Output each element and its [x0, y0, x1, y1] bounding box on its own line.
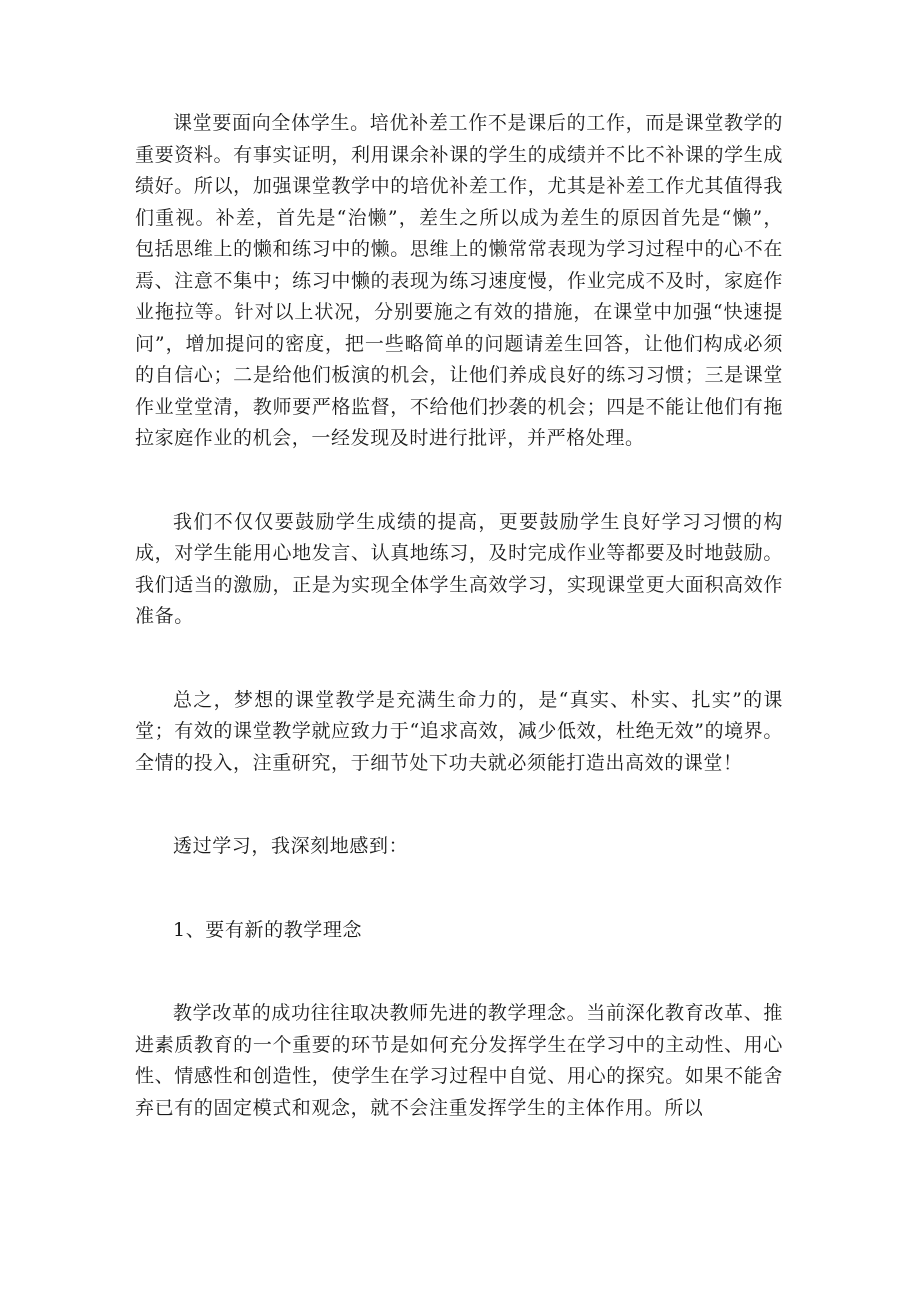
document-body — [135, 108, 783, 1124]
paragraph-gap — [135, 455, 783, 507]
paragraph-gap — [135, 863, 783, 915]
paragraph-teaching-reform: 教学改革的成功往往取决教师先进的教学理念。当前深化教育改革、推进素质教育的一个重要的环节是如何充分发挥学生在学习中的主动性、用心性、情感性和创造性，使学生在学习过程中自觉、用心的探究。如果不能舍弃已有的固定模式和观念，就不会注重发挥学生的主体作用。所以 — [135, 1002, 783, 1119]
section-heading-new-teaching-concept: 1、要有新的教学理念 — [173, 918, 363, 941]
paragraph-gap — [135, 946, 783, 998]
paragraph-summary: 总之，梦想的课堂教学是充满生命力的，是“真实、朴实、扎实”的课堂；有效的课堂教学就应致力于“追求高效，减少低效，杜绝无效”的境界。全情的投入，注重研究，于细节处下功夫就必须能打造出高效的课堂！ — [135, 688, 783, 774]
paragraph-learning-feeling: 透过学习，我深刻地感到： — [173, 835, 409, 857]
paragraph-gap — [135, 633, 783, 685]
paragraph-gap — [135, 779, 783, 831]
paragraph-encourage-habits: 我们不仅仅要鼓励学生成绩的提高，更要鼓励学生良好学习习惯的构成，对学生能用心地发言、认真地练习，及时完成作业等都要及时地鼓励。我们适当的激励，正是为实现全体学生高效学习，实现课堂更大面积高效作准备。 — [135, 510, 783, 627]
paragraph-class-for-all-students: 课堂要面向全体学生。培优补差工作不是课后的工作，而是课堂教学的重要资料。有事实证明，利用课余补课的学生的成绩并不比不补课的学生成绩好。所以，加强课堂教学中的培优补差工作，尤其是补差工作尤其值得我们重视。补差，首先是“治懒”，差生之所以成为差生的原因首先是“懒”，包括思维上的懒和练习中的懒。思维上的懒常常表现为学习过程中的心不在焉、注意不集中；练习中懒的表现为练习速度慢，作业完成不及时，家庭作业拖拉等。针对以上状况，分别要施之有效的措施，在课堂中加强“快速提问”，增加提问的密度，把一些略简单的问题请差生回答，让他们构成必须的自信心；二是给他们板演的机会，让他们养成良好的练习习惯；三是课堂作业堂堂清，教师要严格监督，不给他们抄袭的机会；四是不能让他们有拖拉家庭作业的机会，一经发现及时进行批评，并严格处理。 — [135, 112, 783, 449]
